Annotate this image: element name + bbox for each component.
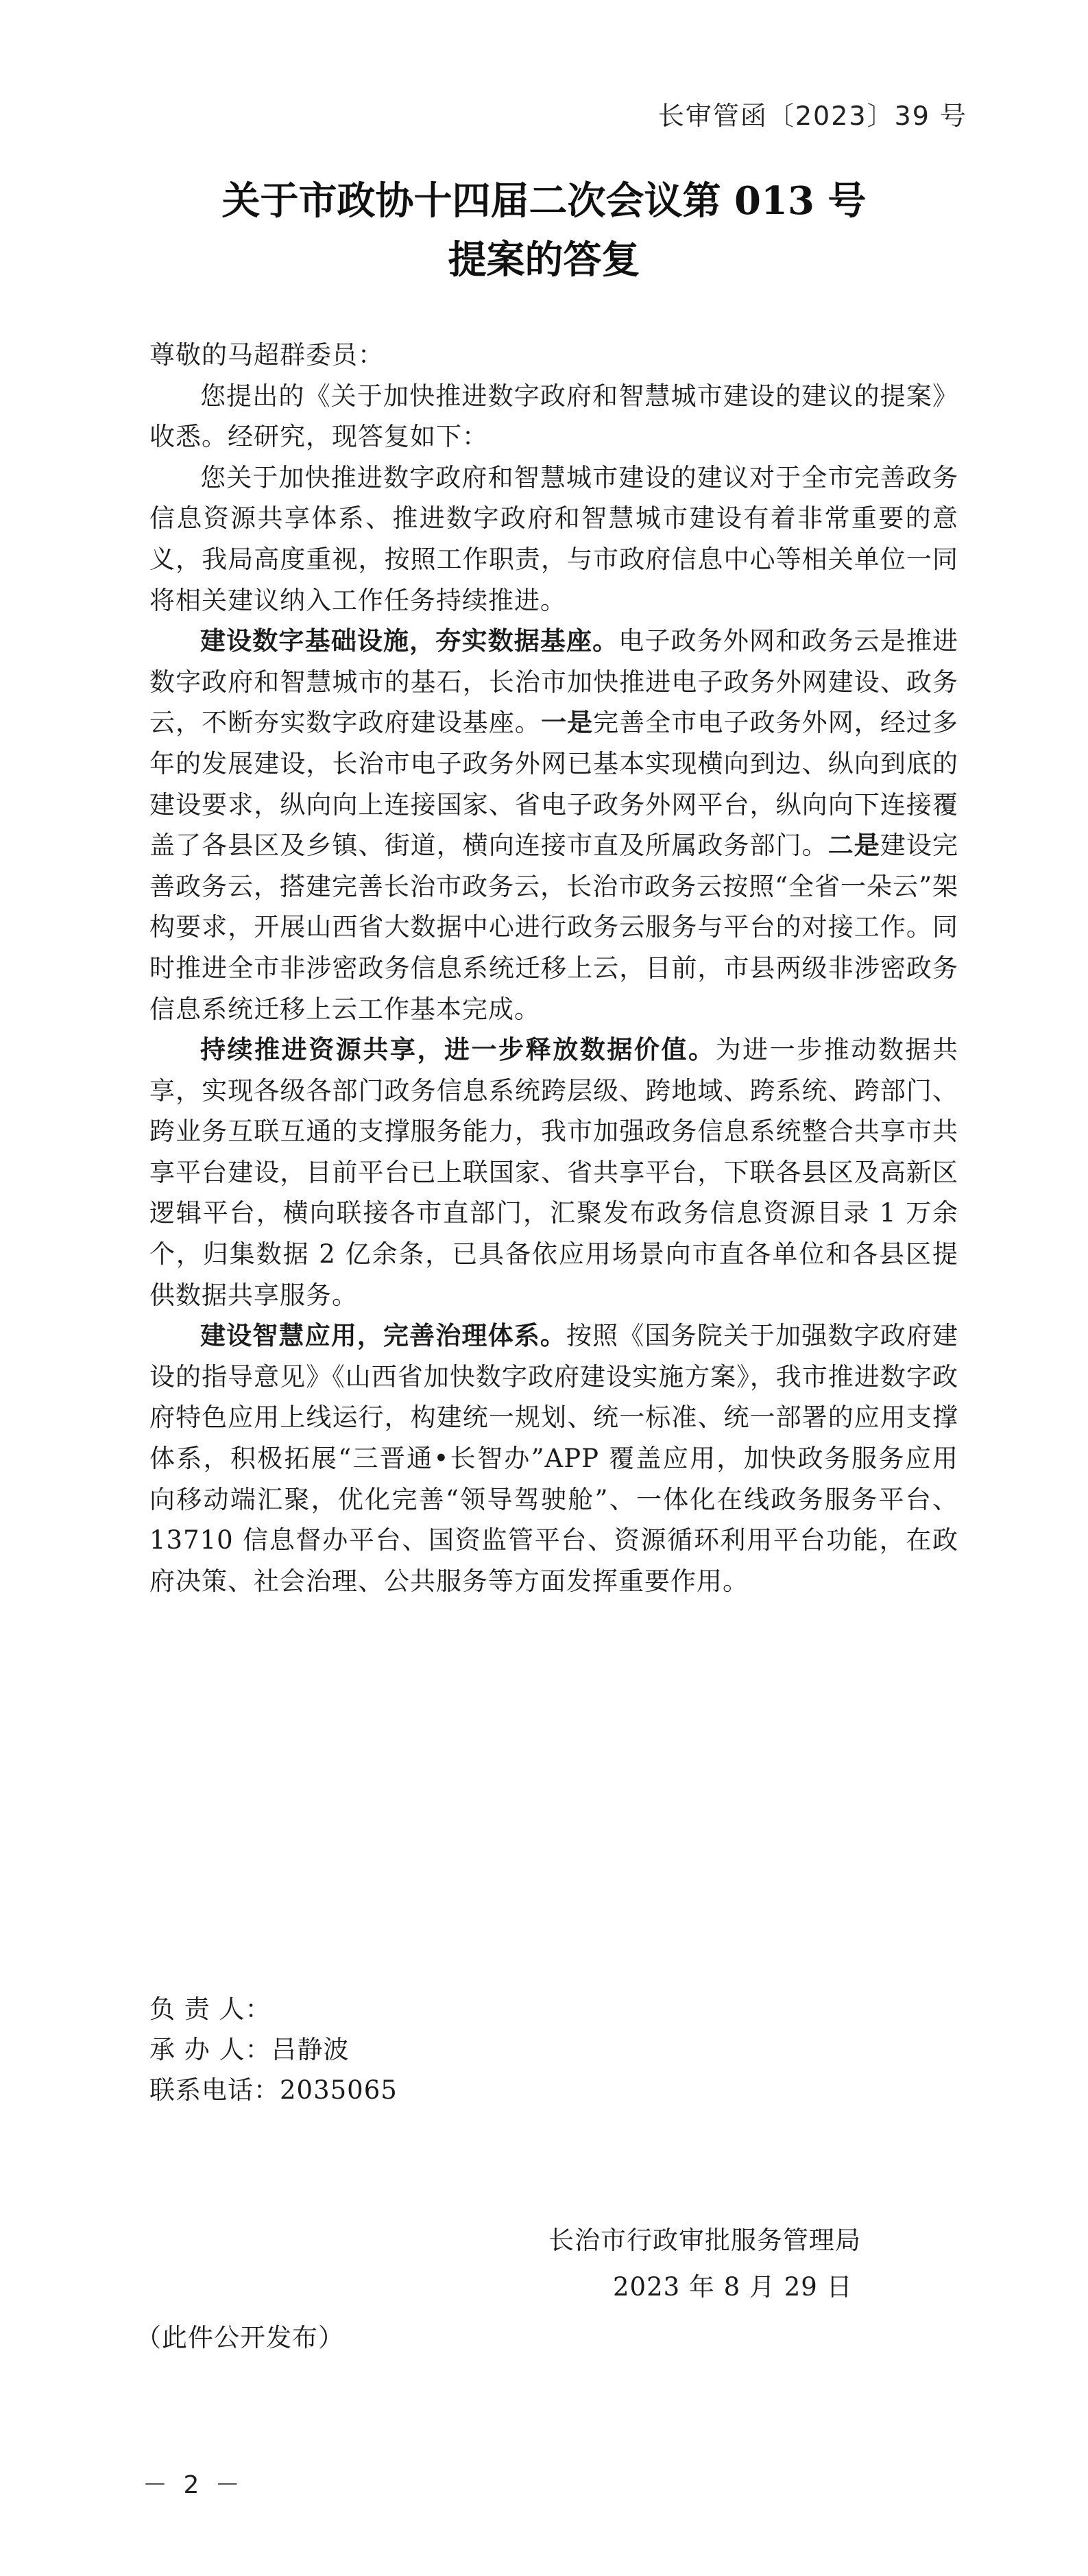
document-title [0, 171, 1088, 289]
paragraph-infrastructure [149, 621, 958, 1029]
disclosure-note: （此件公开发布） [136, 2323, 344, 2352]
paragraph-smart-apps [149, 1315, 958, 1601]
handler-person: 承 办 人：吕静波 [149, 2035, 350, 2064]
paragraph-smart-apps-heading: 建设智慧应用，完善治理体系。 [200, 1321, 566, 1351]
paragraph-data-sharing [149, 1029, 958, 1315]
issue-date: 2023 年 8 月 29 日 [613, 2272, 853, 2302]
paragraph-infrastructure-text-c: 建设完善政务云，搭建完善长治市政务云，长治市政务云按照“全省一朵云”架构要求，开展山西省大数据中心进行政务云服务与平台的对接工作。同时推进全市非涉密政务信息系统迁移上云，目前，市县两级非涉密政务信息系统迁移上云工作基本完成。 [149, 831, 959, 1024]
point-one-marker: 一是 [541, 708, 594, 738]
contact-block [149, 1989, 398, 2110]
issuing-organization: 长治市行政审批服务管理局 [548, 2226, 861, 2255]
paragraph-infrastructure-heading: 建设数字基础设施，夯实数据基座。 [200, 626, 619, 656]
paragraph-infrastructure-text-b: 完善全市电子政务外网，经过多年的发展建设，长治市电子政务外网已基本实现横向到边、纵向到底的建设要求，纵向向上连接国家、省电子政务外网平台，纵向向下连接覆盖了各县区及乡镇、街道，横向连接市直及所属政务部门。 [149, 708, 959, 861]
paragraph-intro: 您提出的《关于加快推进数字政府和智慧城市建设的建议的提案》收悉。经研究，现答复如下： [149, 381, 958, 452]
title-line-1: 关于市政协十四届二次会议第 013 号 [221, 178, 867, 224]
paragraph-infrastructure-text-a: 电子政务外网和政务云是推进数字政府和智慧城市的基石，长治市加快推进电子政务外网建设、政务云，不断夯实数字政府建设基座。 [149, 626, 959, 738]
title-line-2: 提案的答复 [448, 237, 640, 283]
paragraph-smart-apps-text: 按照《国务院关于加强数字政府建设的指导意见》《山西省加快数字政府建设实施方案》，我市推进数字政府特色应用上线运行，构建统一规划、统一标准、统一部署的应用支撑体系，积极拓展“三晋通•长智办”APP 覆盖应用，加快政务服务应用向移动端汇聚，优化完善“领导驾驶舱”、一体化在线政务服务平台、13710 信息督办平台、国资监管平台、资源循环利用平台功能，在政府决策、社会治理、公共服务等方面发挥重要作用。 [149, 1321, 958, 1596]
document-number: 长审管函〔2023〕39 号 [657, 101, 967, 131]
paragraph-data-sharing-text: 为进一步推动数据共享，实现各级各部门政务信息系统跨层级、跨地域、跨系统、跨部门、跨业务互联互通的支撑服务能力，我市加强政务信息系统整合共享市共享平台建设，目前平台已上联国家、省共享平台，下联各县区及高新区逻辑平台，横向联接各市直部门，汇聚发布政务信息资源目录 1 万余个，归集数据 2 亿余条，已具备依应用场景向市直各单位和各县区提供数据共享服务。 [149, 1035, 959, 1310]
responsible-person: 负 责 人： [149, 1994, 271, 2024]
document-body [149, 335, 958, 1601]
paragraph-overview: 您关于加快推进数字政府和智慧城市建设的建议对于全市完善政务信息资源共享体系、推进数字政府和智慧城市建设有着非常重要的意义，我局高度重视，按照工作职责，与市政府信息中心等相关单位一同将相关建议纳入工作任务持续推进。 [149, 462, 958, 615]
salutation: 尊敬的马超群委员： [149, 340, 384, 370]
paragraph-data-sharing-heading: 持续推进资源共享，进一步释放数据价值。 [200, 1035, 716, 1065]
point-two-marker: 二是 [827, 831, 880, 861]
page-number: － 2 － [143, 2471, 244, 2499]
contact-phone: 联系电话：2035065 [149, 2075, 398, 2105]
